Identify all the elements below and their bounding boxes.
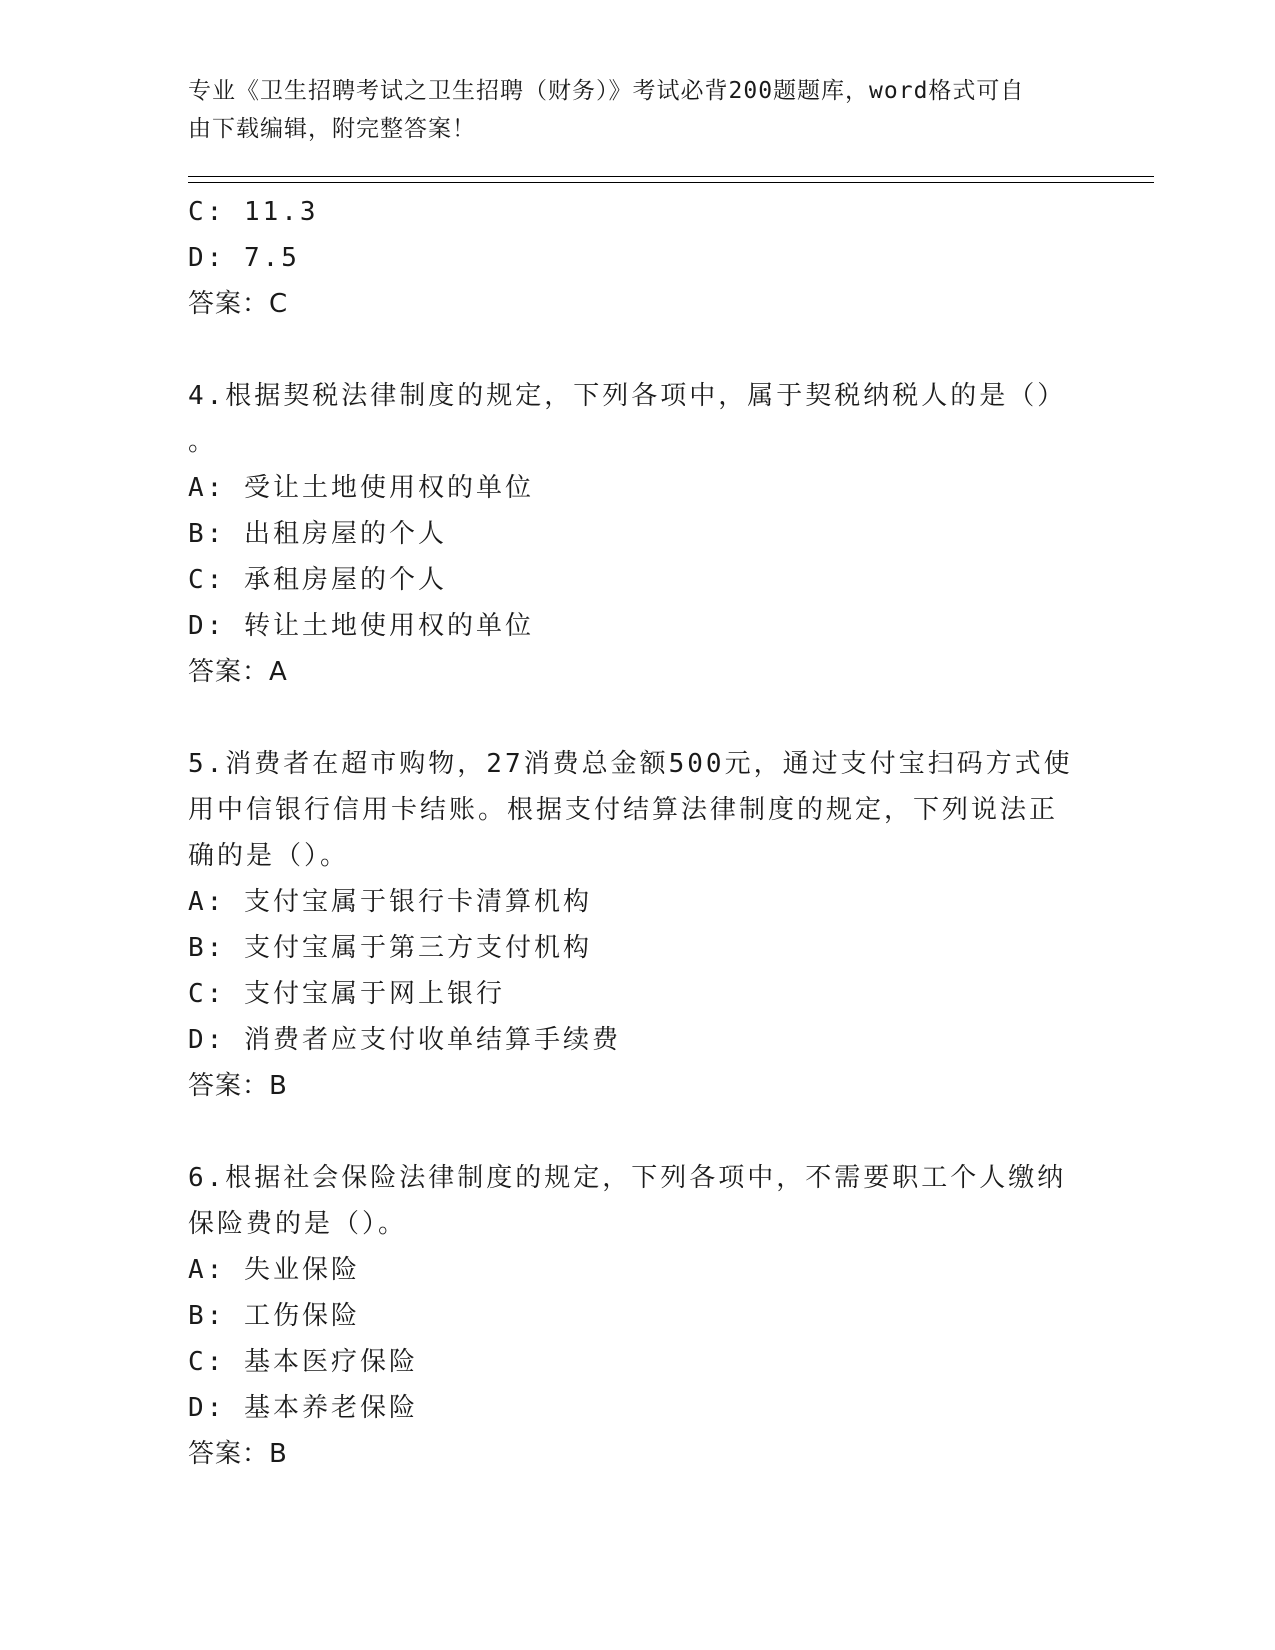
option-d: D: 7.5: [188, 243, 300, 273]
option-c: C: 11.3: [188, 197, 319, 227]
answer: 答案：B: [188, 1439, 288, 1469]
question-6: [188, 1155, 1088, 1477]
option-c: C: 基本医疗保险: [188, 1347, 418, 1377]
question-text-line: 4.根据契税法律制度的规定，下列各项中，属于契税纳税人的是（）: [188, 381, 1067, 411]
question-text-line: 用中信银行信用卡结账。根据支付结算法律制度的规定，下列说法正: [188, 795, 1059, 825]
header-divider-top: [188, 176, 1154, 177]
question-content: [188, 189, 1088, 1477]
option-b: B: 工伤保险: [188, 1301, 360, 1331]
option-d: D: 转让土地使用权的单位: [188, 611, 534, 641]
question-text-line: 。: [188, 427, 218, 457]
option-d: D: 消费者应支付收单结算手续费: [188, 1025, 621, 1055]
option-a: A: 受让土地使用权的单位: [188, 473, 534, 503]
header-line-2: 由下载编辑，附完整答案！: [188, 116, 476, 142]
option-d: D: 基本养老保险: [188, 1393, 418, 1423]
option-c: C: 承租房屋的个人: [188, 565, 447, 595]
spacer: [188, 1109, 1088, 1155]
question-text-line: 6.根据社会保险法律制度的规定，下列各项中，不需要职工个人缴纳: [188, 1163, 1067, 1193]
header-divider-bottom: [188, 182, 1154, 183]
question-text-line: 5.消费者在超市购物，27消费总金额500元，通过支付宝扫码方式使: [188, 749, 1073, 779]
spacer: [188, 695, 1088, 741]
carryover-question: [188, 189, 1088, 327]
option-b: B: 出租房屋的个人: [188, 519, 447, 549]
question-4: [188, 373, 1088, 695]
spacer: [188, 327, 1088, 373]
option-b: B: 支付宝属于第三方支付机构: [188, 933, 592, 963]
answer: 答案：A: [188, 657, 288, 687]
question-text-line: 确的是（）。: [188, 841, 350, 871]
answer: 答案：C: [188, 289, 289, 319]
option-a: A: 支付宝属于银行卡清算机构: [188, 887, 592, 917]
question-text-line: 保险费的是（）。: [188, 1209, 408, 1239]
header-line-1: 专业《卫生招聘考试之卫生招聘（财务）》考试必背200题题库，word格式可自: [188, 78, 1025, 104]
question-5: [188, 741, 1088, 1109]
document-header: [188, 72, 1068, 148]
option-a: A: 失业保险: [188, 1255, 360, 1285]
answer: 答案：B: [188, 1071, 288, 1101]
option-c: C: 支付宝属于网上银行: [188, 979, 505, 1009]
